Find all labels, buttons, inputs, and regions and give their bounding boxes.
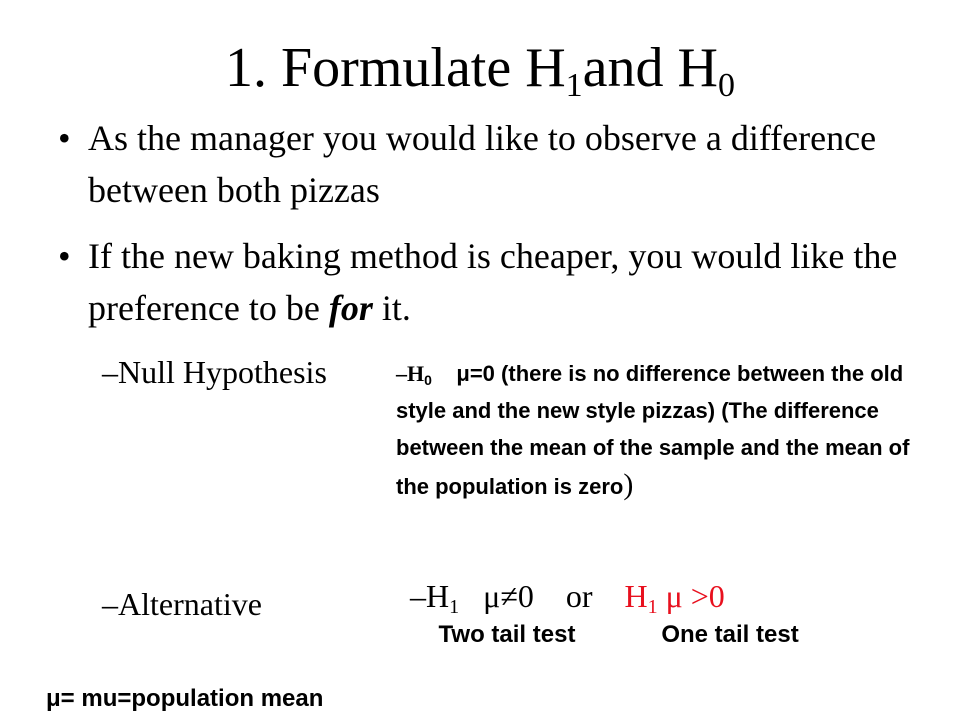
mu-footnote: μ= mu=population mean — [46, 685, 324, 712]
two-tail-caption: Two tail test — [438, 621, 576, 648]
null-hypothesis-symbol: μ=0 — [456, 361, 495, 386]
bullet-text: If the new baking method is cheaper, you would like the preference to be for it. — [88, 236, 898, 328]
one-tail-caption: One tail test — [661, 621, 799, 648]
bullet-emphasis: for — [328, 288, 373, 328]
or-word: or — [565, 578, 593, 614]
null-hypothesis-label: –Null Hypothesis — [102, 354, 327, 390]
slide-title: 1. Formulate $H_1and$ $H_0$ — [225, 37, 735, 104]
null-hypothesis-statement: $-H_0$ μ=0 (there is no difference between the old style and the new style pizzas) (The difference between the mean of the sample and the mean of the population is zero) — [396, 361, 910, 501]
bullet-text: As the manager you would like to observe a difference between both pizzas — [88, 118, 877, 210]
alternative-label: –Alternative — [102, 586, 262, 622]
bullet-marker: • — [58, 118, 71, 158]
two-tail-expression: μ≠0 — [483, 578, 534, 614]
bullet-marker: • — [58, 236, 71, 276]
one-tail-expression: $H_1$ μ >0 — [624, 578, 725, 618]
alternative-hypothesis-statement: $-H_1$ μ≠0 or $H_1$ μ >0 — [410, 578, 725, 618]
